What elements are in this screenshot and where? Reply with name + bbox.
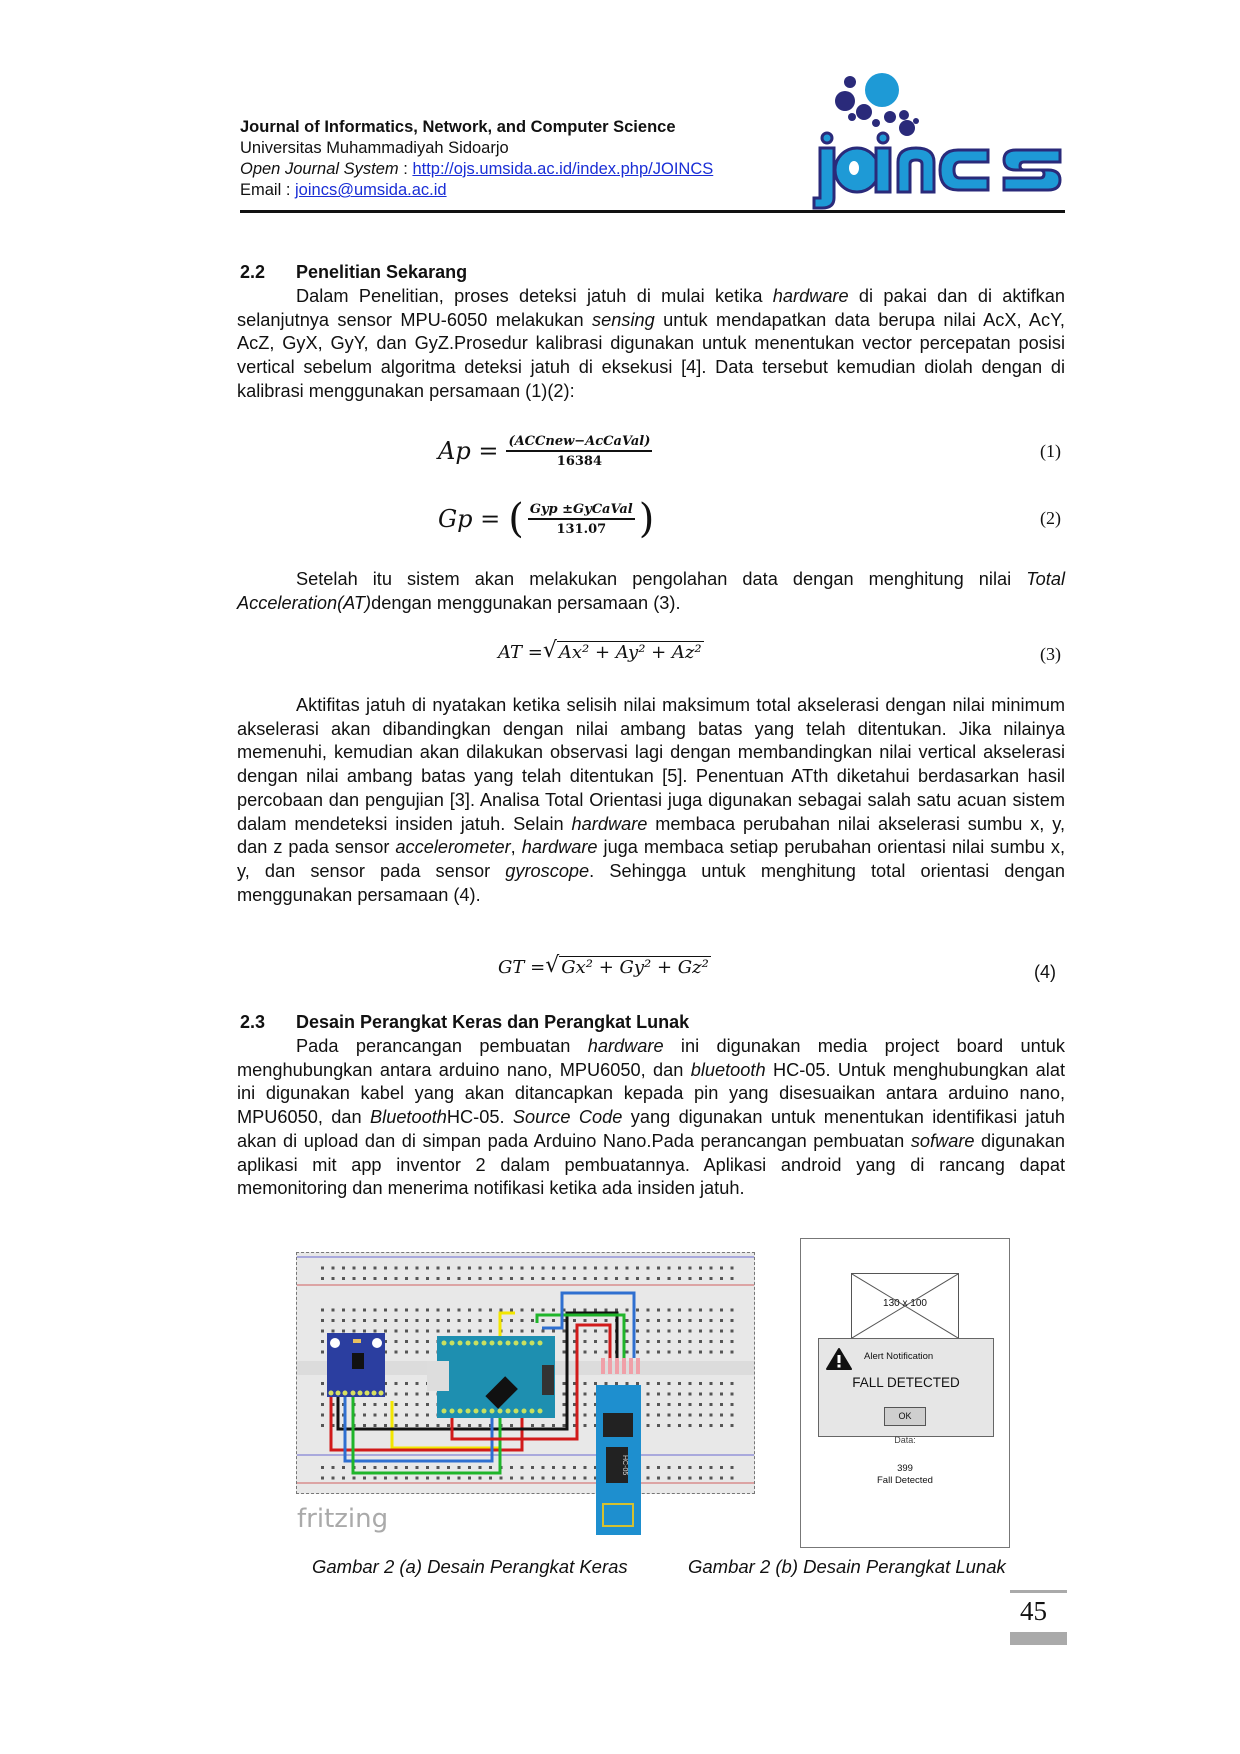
journal-header	[240, 117, 800, 201]
joincs-logo-icon	[812, 70, 1066, 210]
alert-title: Alert Notification	[864, 1351, 934, 1362]
fritzing-watermark: fritzing	[297, 1504, 389, 1534]
paragraph-total-acceleration: Setelah itu sistem akan melakukan pengolahan data dengan menghitung nilai Total Acceleration(AT)dengan menggunakan persamaan (3).	[237, 569, 1065, 613]
ojs-separator: :	[398, 160, 413, 178]
email-line	[240, 180, 800, 201]
equation-1-label: (1)	[1040, 441, 1061, 461]
image-placeholder: 130 x 100	[851, 1273, 959, 1339]
equation-1: Ap = $\frac{\text{(ACCnew−AcCaVal)}}{16384}$	[438, 433, 651, 469]
equation-2: Gp = ( $\frac{\text{Gyp ±GyCaVal}}{131.07}$ )	[438, 496, 655, 542]
header-rule	[240, 210, 1065, 213]
equation-3-label: (3)	[1040, 644, 1061, 664]
equation-4: GT = √ Gx² + Gy² + Gz²	[498, 953, 709, 978]
alert-message: FALL DETECTED	[852, 1375, 960, 1390]
breadboard-diagram-icon	[297, 1253, 754, 1493]
caption-figure-2a: Gambar 2 (a) Desain Perangkat Keras	[312, 1556, 628, 1577]
journal-title: Journal of Informatics, Network, and Computer Science	[240, 118, 676, 136]
ojs-link[interactable]: http://ojs.umsida.ac.id/index.php/JOINCS	[412, 160, 714, 178]
warning-icon	[826, 1347, 852, 1371]
hc05-label: HC-05	[606, 1447, 628, 1483]
paragraph-fall-detection: Aktifitas jatuh di nyatakan ketika selisih nilai maksimum total akselerasi dengan nilai minimum akselerasi akan dibandingkan dengan nilai ambang batas yang telah ditentukan. Jika nilainya memenuhi, kemudian akan dilakukan observasi lagi dengan membandingkan nilai vertical akselerasi dengan nilai ambang batas yang telah ditentukan [5]. Penentuan ATth diketahui berdasarkan hasil percobaan dan pengujian [3]. Analisa Total Orientasi juga digunakan sebagai salah satu acuan sistem dalam mendeteksi insiden jatuh. Selain hardware membaca perubahan nilai akselerasi sumbu x, y, dan z pada sensor accelerometer, hardware juga membaca setiap perubahan orientasi nilai sumbu x, y, dan sensor pada sensor gyroscope. Sehingga untuk menghitung total orientasi dengan menggunakan persamaan (4).	[237, 695, 1066, 905]
equation-2-label: (2)	[1040, 508, 1061, 528]
email-label: Email :	[240, 181, 296, 199]
section-number: 2.3	[240, 1012, 266, 1032]
email-link[interactable]: joincs@umsida.ac.id	[295, 181, 447, 199]
section-heading-2-2	[240, 262, 1065, 283]
ok-button[interactable]: OK	[884, 1407, 926, 1426]
paragraph-design: Pada perancangan pembuatan hardware ini digunakan media project board untuk menghubungkan antara arduino nano, MPU6050, dan bluetooth HC-05. Untuk menghubungkan alat ini digunakan kabel yang akan ditancapkan kepada pin yang disesuaikan antara arduino nano, MPU6050, dan BluetoothHC-05. Source Code yang digunakan untuk menentukan identifikasi jatuh akan di upload dan di simpan pada Arduino Nano.Pada perancangan pembuatan sofware digunakan aplikasi mit app inventor 2 dalam pembuatannya. Aplikasi android yang di rancang dapat memonitoring dan menerima notifikasi ketika ada insiden jatuh.	[237, 1036, 1065, 1199]
ojs-line	[240, 159, 800, 180]
fall-status: Fall Detected	[877, 1475, 933, 1486]
alert-dialog	[818, 1338, 994, 1437]
ojs-label: Open Journal System	[240, 160, 399, 178]
data-label: Data:	[894, 1435, 916, 1445]
section-title: Penelitian Sekarang	[296, 262, 468, 282]
figure-software-design	[800, 1238, 1010, 1548]
hc05-module	[596, 1385, 641, 1535]
equation-3: AT = √ Ax² + Ay² + Az²	[498, 638, 702, 663]
section-heading-2-3	[240, 1012, 1065, 1033]
data-value: 399	[897, 1463, 913, 1474]
page-number-bar	[1010, 1632, 1067, 1645]
paragraph-2-2-intro: Dalam Penelitian, proses deteksi jatuh di mulai ketika hardware di pakai dan di aktifkan selanjutnya sensor MPU-6050 melakukan sensing untuk mendapatkan data berupa nilai AcX, AcY, AcZ, GyX, GyY, dan GyZ.Prosedur kalibrasi digunakan untuk menentukan vector percepatan posisi vertical sebelum algoritma deteksi jatuh di eksekusi [4]. Data tersebut kemudian diolah dengan di kalibrasi menggunakan persamaan (1)(2):	[237, 286, 1065, 401]
university-name: Universitas Muhammadiyah Sidoarjo	[240, 139, 509, 157]
page-number-rule	[1010, 1590, 1067, 1593]
equation-4-label: (4)	[1034, 962, 1056, 982]
section-title: Desain Perangkat Keras dan Perangkat Lunak	[296, 1012, 690, 1032]
section-number: 2.2	[240, 262, 266, 282]
page-number: 45	[1020, 1596, 1047, 1626]
joincs-logo	[812, 70, 1066, 210]
caption-figure-2b: Gambar 2 (b) Desain Perangkat Lunak	[688, 1556, 1006, 1577]
figure-hardware-design	[296, 1252, 755, 1494]
